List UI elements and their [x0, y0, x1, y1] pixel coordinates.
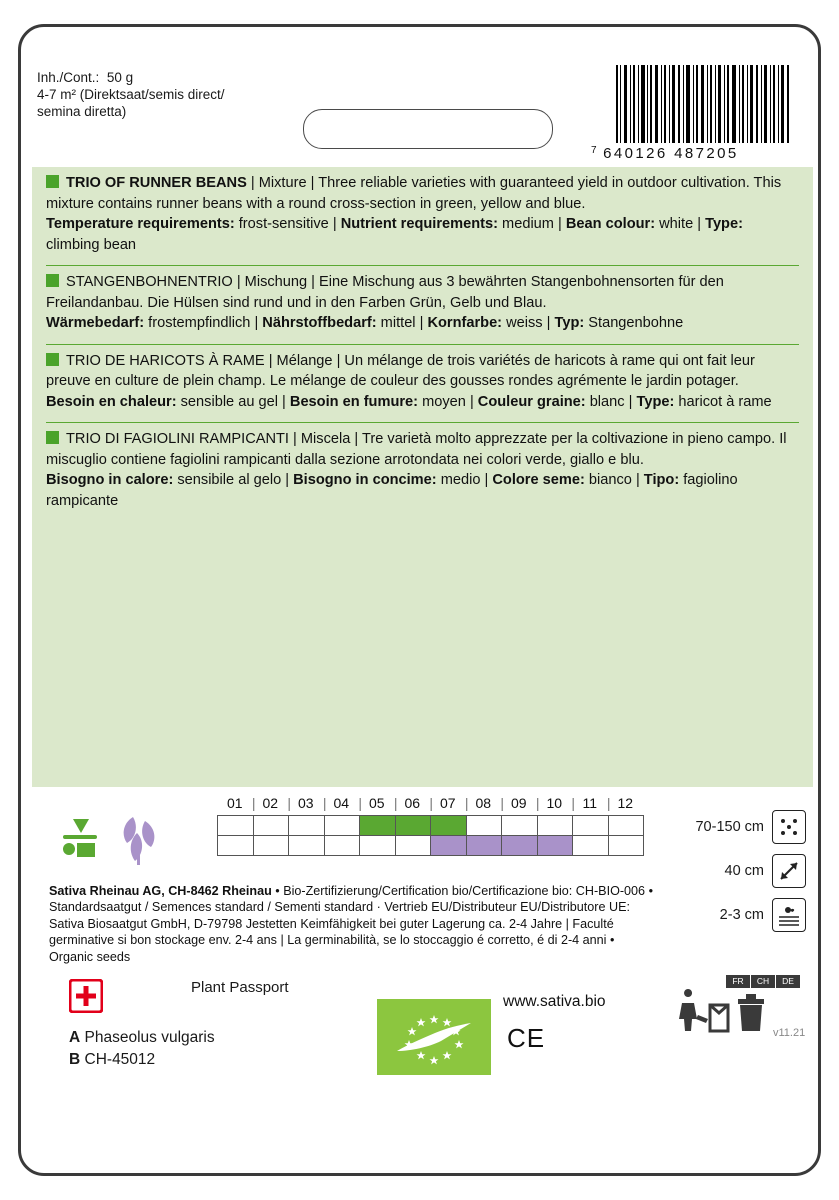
website-link[interactable]: www.sativa.bio — [503, 993, 606, 1010]
seed-packet-back — [18, 24, 821, 1176]
spec-label: Besoin en chaleur: — [46, 393, 177, 410]
spec-value: mittel — [376, 315, 416, 331]
calendar-row-sowing — [218, 816, 644, 836]
cell-harvest — [431, 836, 467, 856]
content-value: 50 g — [106, 70, 134, 85]
content-label: Inh./Cont.: — [37, 70, 100, 85]
month-label: 01 | — [217, 795, 253, 811]
title-it: TRIO DI FAGIOLINI RAMPICANTI — [66, 431, 289, 447]
body-it: | Miscela | Tre varietà molto apprezzate per la coltivazione in pieno campo. Il miscuglio contiene fagiolini rampicanti dalla sezione arrotondata nei colori verde, giallo e blu. — [46, 431, 787, 468]
passport-b-label: B — [69, 1051, 81, 1068]
cell — [502, 816, 538, 836]
spec-label: Type: — [705, 216, 743, 232]
title-de: STANGENBOHNENTRIO — [66, 274, 233, 290]
cell-sowing — [360, 816, 396, 836]
cell — [573, 816, 609, 836]
spec-label: Kornfarbe: — [427, 315, 503, 331]
content-info — [37, 69, 225, 120]
plant-spacing-value: 40 cm — [724, 863, 764, 879]
row-spacing-value: 70-150 cm — [695, 819, 764, 835]
spec-value: frostempfindlich — [144, 315, 251, 331]
cell — [324, 816, 360, 836]
barcode-number — [591, 145, 796, 162]
passport-a-value: Phaseolus vulgaris — [84, 1029, 215, 1046]
company-name: Sativa Rheinau AG, CH-8462 Rheinau — [49, 884, 272, 898]
cell — [218, 836, 254, 856]
ce-mark: CE — [507, 1023, 546, 1053]
blank-oval-field — [303, 109, 553, 149]
spec-value: Stangenbohne — [584, 315, 684, 331]
spec-value: weiss — [502, 315, 543, 331]
spec-label: Colore seme: — [492, 472, 585, 488]
cell-harvest — [466, 836, 502, 856]
flag-de: DE — [776, 975, 800, 988]
cell-sowing — [431, 816, 467, 836]
spacing-specs — [681, 809, 806, 941]
cell — [395, 836, 431, 856]
specs-de: Wärmebedarf: frostempfindlich | Nährstoffbedarf: mittel | Kornfarbe: weiss | Typ: Stangenbohne — [46, 315, 684, 331]
cell — [573, 836, 609, 856]
spec-value: sensibile al gelo — [173, 472, 282, 488]
spec-value: blanc — [585, 393, 625, 410]
spec-label: Besoin en fumure: — [289, 393, 419, 410]
month-label: 04 | — [324, 795, 360, 811]
calendar-month-header — [217, 795, 647, 811]
calendar-grid — [217, 815, 644, 856]
barcode-icon — [614, 65, 792, 143]
cell — [360, 836, 396, 856]
month-label: 09 | — [501, 795, 537, 811]
legal-line-3: Keimfähigkeit bei guter Lagerung ca. 2-4 Jahre | Faculté germinative si bon stockage env. 2-4 ans | La germinabilità, se lo stoccaggio é corretto, é di 2-4 anni • Organic seeds — [49, 916, 615, 964]
spec-row-row-spacing — [681, 809, 806, 845]
passport-a-label: A — [69, 1029, 81, 1046]
version-label: v11.21 — [773, 1027, 806, 1039]
specs-fr: Besoin en chaleur: sensible au gel | Besoin en fumure: moyen | Couleur graine: blanc | Type: haricot à rame — [46, 393, 772, 410]
month-label: 03 | — [288, 795, 324, 811]
spec-value: frost-sensitive — [234, 216, 329, 232]
description-block-de — [32, 266, 813, 338]
spec-row-sowing-depth — [681, 897, 806, 933]
plant-passport-title: Plant Passport — [191, 979, 289, 996]
spec-value: medio — [436, 472, 481, 488]
area-line-1: 4-7 m² (Direktsaat/semis direct/ — [37, 87, 225, 102]
bullet-square-icon — [46, 431, 59, 444]
cell — [289, 816, 325, 836]
cell-sowing — [395, 816, 431, 836]
barcode-prefix: 7 — [591, 145, 597, 156]
legal-line-1: • Bio-Zertifizierung/Certification bio/Certificazione bio: CH-BIO-006 • Standardsaatgut / Semences standard / Sementi standard · — [49, 884, 653, 915]
sowing-depth-value: 2-3 cm — [719, 907, 764, 923]
specs-en: Temperature requirements: frost-sensitive | Nutrient requirements: medium | Bean colour: white | Type: climbing bean — [46, 216, 743, 253]
body-fr: | Mélange | Un mélange de trois variétés de haricots à rame qui ont fait leur preuve en culture de plein champ. Le mélange de couleur des gousses rondes agrémente le jardin potager. — [46, 352, 755, 389]
swiss-cross-icon — [69, 979, 103, 1013]
title-fr: TRIO DE HARICOTS À RAME — [66, 352, 265, 369]
spec-label: Tipo: — [643, 472, 680, 488]
spec-label: Bisogno in calore: — [46, 472, 174, 488]
barcode-digits: 640126 487205 — [603, 145, 739, 162]
cell-harvest — [537, 836, 573, 856]
cell — [608, 816, 644, 836]
header-strip — [21, 27, 818, 162]
passport-codes — [69, 1027, 215, 1071]
sowing-calendar — [217, 795, 647, 856]
cultivation-pictograms — [55, 813, 185, 869]
body-en: | Mixture | Three reliable varieties with guaranteed yield in outdoor cultivation. This mixture contains runner beans with a round cross-section in green, yellow and blue. — [46, 175, 782, 212]
flag-ch: CH — [751, 975, 775, 988]
sowing-depth-icon — [772, 898, 806, 932]
description-block-fr — [32, 345, 813, 417]
month-label: 07 | — [430, 795, 466, 811]
spec-label: Temperature requirements: — [46, 216, 235, 232]
month-label: 02 | — [253, 795, 289, 811]
cell — [218, 816, 254, 836]
spec-value: bianco — [584, 472, 632, 488]
legal-line-2: Vertrieb EU/Distributeur EU/Distributore UE: Sativa Biosaatgut GmbH, D-79798 Jestetten — [49, 900, 630, 931]
month-label: 08 | — [466, 795, 502, 811]
spec-value: medium — [498, 216, 554, 232]
spec-row-plant-spacing — [681, 853, 806, 889]
month-label: 10 | — [537, 795, 573, 811]
spec-label: Bean colour: — [565, 216, 656, 232]
cell — [253, 816, 289, 836]
spec-label: Nutrient requirements: — [340, 216, 498, 232]
spec-label: Nährstoffbedarf: — [262, 315, 377, 331]
eu-organic-logo-icon — [377, 999, 491, 1075]
cell — [289, 836, 325, 856]
spec-value: fagiolino rampicante — [46, 472, 738, 509]
passport-b-value: CH-45012 — [84, 1051, 156, 1068]
bullet-square-icon — [46, 175, 59, 188]
bullet-square-icon — [46, 353, 59, 366]
calendar-row-harvest — [218, 836, 644, 856]
month-label: 05 | — [359, 795, 395, 811]
specs-it: Bisogno in calore: sensibile al gelo | Bisogno in concime: medio | Colore seme: bianco | Tipo: fagiolino rampicante — [46, 472, 738, 509]
country-flags — [726, 975, 801, 988]
spec-value: haricot à rame — [674, 393, 772, 410]
spec-value: moyen — [418, 393, 466, 410]
cell-harvest — [502, 836, 538, 856]
spec-value: climbing bean — [46, 236, 137, 253]
cell — [537, 816, 573, 836]
plant-spacing-icon — [772, 854, 806, 888]
body-de: | Mischung | Eine Mischung aus 3 bewährten Stangenbohnensorten für den Freilandanbau. Die Hülsen sind rund und in den Farben Grün, Gelb und Blau. — [46, 274, 724, 311]
description-panel — [32, 167, 813, 787]
month-label: 06 | — [395, 795, 431, 811]
spec-label: Wärmebedarf: — [46, 315, 145, 331]
month-label: 11 | — [572, 795, 608, 811]
legal-text — [49, 883, 657, 965]
cell — [253, 836, 289, 856]
month-label: 12 — [617, 795, 634, 811]
spec-label: Typ: — [554, 315, 585, 331]
description-block-en — [32, 167, 813, 259]
cell — [466, 816, 502, 836]
row-spacing-icon — [772, 810, 806, 844]
area-line-2: semina diretta) — [37, 104, 127, 119]
spec-label: Bisogno in concime: — [293, 472, 437, 488]
bullet-square-icon — [46, 274, 59, 287]
spec-label: Couleur graine: — [477, 393, 586, 410]
spec-value: sensible au gel — [176, 393, 278, 410]
spec-value: white — [655, 216, 694, 232]
spec-label: Type: — [636, 393, 675, 410]
cell — [608, 836, 644, 856]
description-block-it — [32, 423, 813, 515]
title-en: TRIO OF RUNNER BEANS — [66, 175, 247, 191]
flag-fr: FR — [726, 975, 750, 988]
cell — [324, 836, 360, 856]
